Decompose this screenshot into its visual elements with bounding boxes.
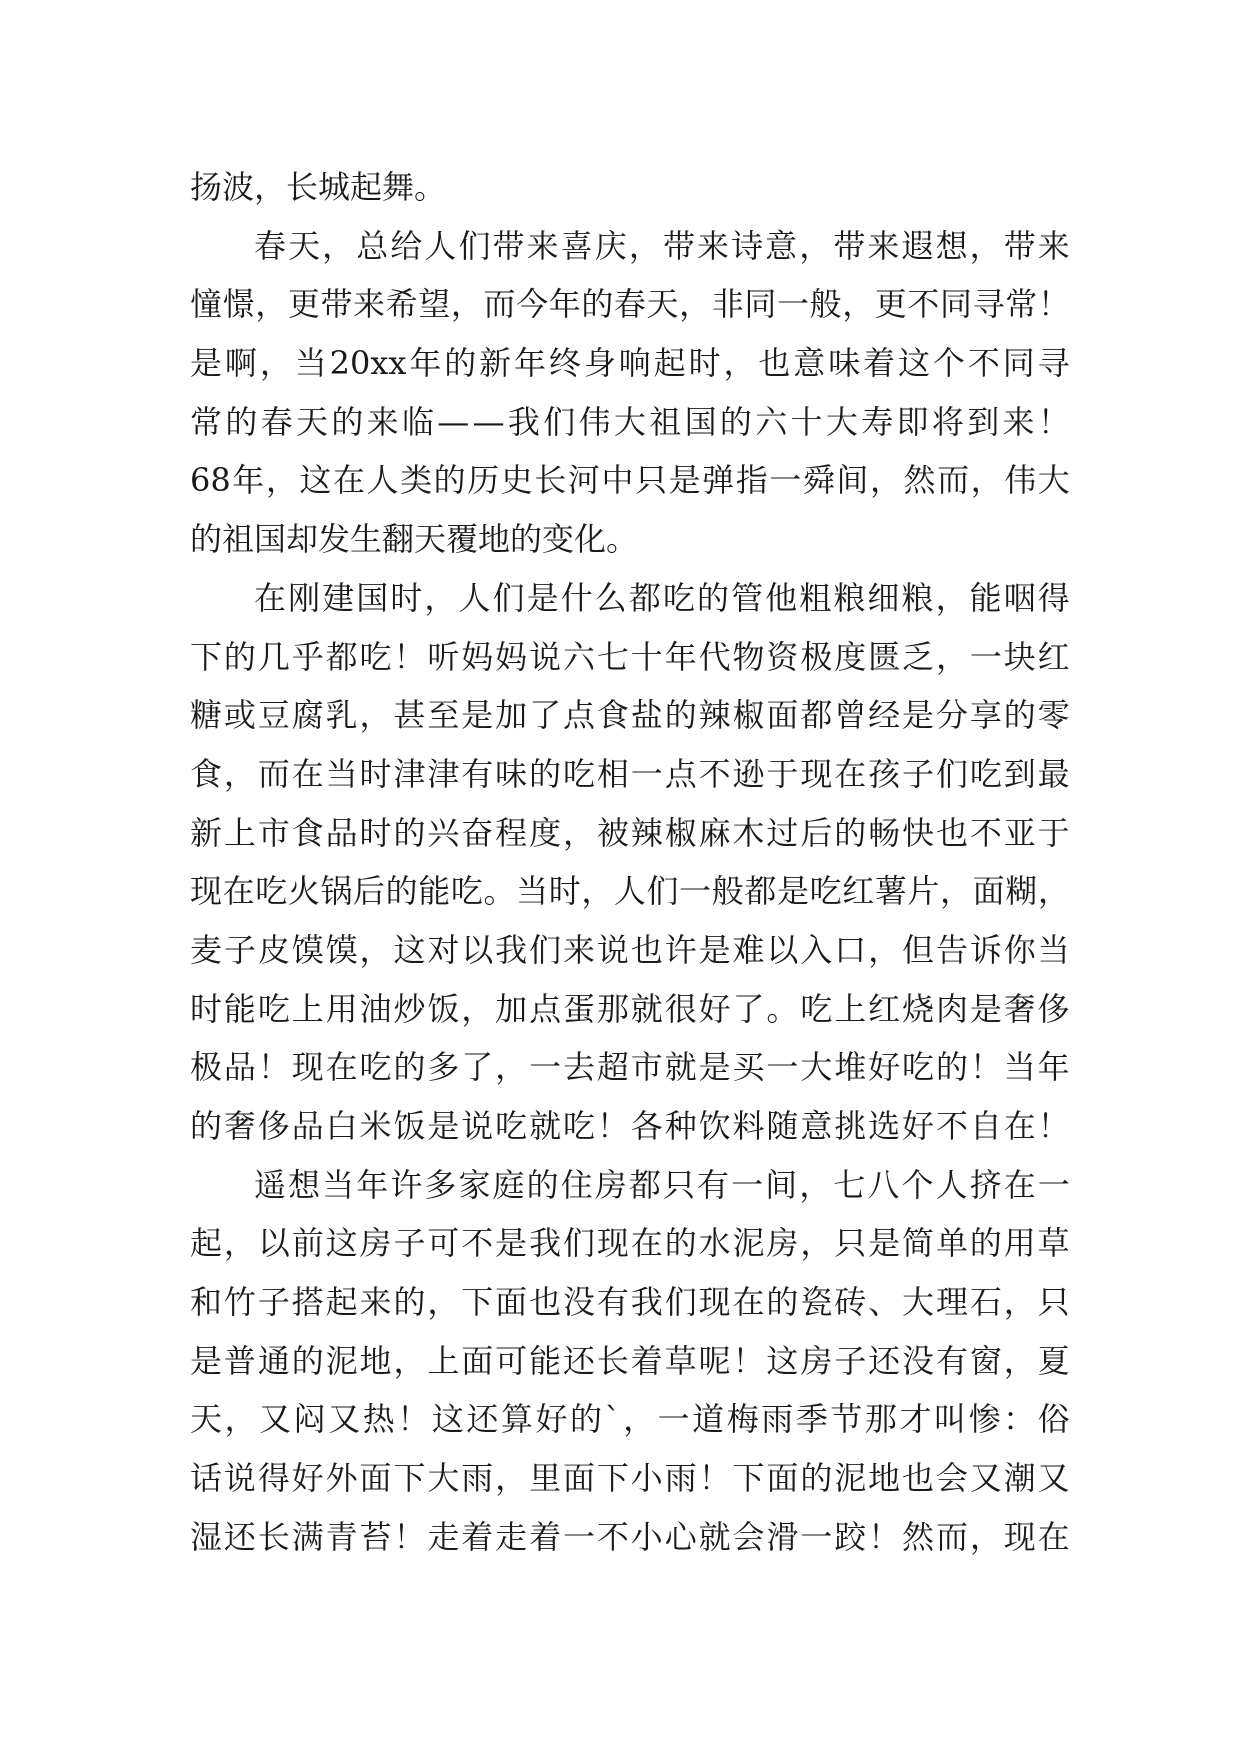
text-line: 68 年 ， 这 在 人 类 的 历 史 长 河 中 只 是 弹 指 一 舜 间 ， 然 而 ， 伟 大 xyxy=(190,461,1070,500)
text-line: 麦 子 皮 馍 馍 ， 这 对 以 我 们 来 说 也 许 是 难 以 入 口 ， 但 告 诉 你 当 xyxy=(190,930,1070,969)
text-line: 遥 想 当 年 许 多 家 庭 的 住 房 都 只 有 一 间 ， 七 八 个 人 挤 在 一 xyxy=(254,1165,1070,1204)
text-line: 在 刚 建 国 时 ， 人 们 是 什 么 都 吃 的 管 他 粗 粮 细 粮 ， 能 咽 得 xyxy=(254,578,1070,617)
text-line: 现 在 吃 火 锅 后 的 能 吃 。 当 时 ， 人 们 一 般 都 是 吃 红 薯 片 ， 面 糊 ， xyxy=(190,872,1070,911)
text-line: 新 上 市 食 品 时 的 兴 奋 程 度 ， 被 辣 椒 麻 木 过 后 的 畅 快 也 不 亚 于 xyxy=(190,813,1070,852)
text-line: 的 奢 侈 品 白 米 饭 是 说 吃 就 吃 ！ 各 种 饮 料 随 意 挑 选 好 不 自 在 ！ xyxy=(190,1107,1070,1145)
text-line: 天 ， 又 闷 又 热 ！ 这 还 算 好 的 ` ， 一 道 梅 雨 季 节 那 才 叫 惨 ： 俗 xyxy=(190,1400,1070,1439)
text-line: 话 说 得 好 外 面 下 大 雨 ， 里 面 下 小 雨 ！ 下 面 的 泥 地 也 会 又 潮 又 xyxy=(190,1459,1070,1498)
text-line: 扬波，长城起舞。 xyxy=(190,168,447,206)
text-line: 春 天 ， 总 给 人 们 带 来 喜 庆 ， 带 来 诗 意 ， 带 来 遐 想 ， 带 来 xyxy=(254,226,1070,265)
text-line: 是 啊 ， 当 20xx 年 的 新 年 终 身 响 起 时 ， 也 意 味 着 这 个 不 同 寻 xyxy=(190,344,1070,383)
text-line: 憧 憬 ， 更 带 来 希 望 ， 而 今 年 的 春 天 ， 非 同 一 般 ， 更 不 同 寻 常 ！ xyxy=(190,285,1070,324)
text-line: 湿 还 长 满 青 苔 ！ 走 着 走 着 一 不 小 心 就 会 滑 一 跤 ！ 然 而 ， 现 在 xyxy=(190,1517,1070,1556)
text-line: 是 普 通 的 泥 地 ， 上 面 可 能 还 长 着 草 呢 ！ 这 房 子 还 没 有 窗 ， 夏 xyxy=(190,1341,1070,1380)
text-line: 下 的 几 乎 都 吃 ！ 听 妈 妈 说 六 七 十 年 代 物 资 极 度 匮 乏 ， 一 块 红 xyxy=(190,637,1070,676)
text-line: 糖 或 豆 腐 乳 ， 甚 至 是 加 了 点 食 盐 的 辣 椒 面 都 曾 经 是 分 享 的 零 xyxy=(190,696,1070,735)
text-line: 和 竹 子 搭 起 来 的 ， 下 面 也 没 有 我 们 现 在 的 瓷 砖 、 大 理 石 ， 只 xyxy=(190,1283,1070,1322)
text-line: 的祖国却发生翻天覆地的变化。 xyxy=(190,520,639,559)
text-line: 极 品 ！ 现 在 吃 的 多 了 ， 一 去 超 市 就 是 买 一 大 堆 好 吃 的 ！ 当 年 xyxy=(190,1048,1070,1087)
text-line: 常 的 春 天 的 来 临 — — 我 们 伟 大 祖 国 的 六 十 大 寿 即 将 到 来 ！ xyxy=(190,402,1070,441)
text-line: 食 ， 而 在 当 时 津 津 有 味 的 吃 相 一 点 不 逊 于 现 在 孩 子 们 吃 到 最 xyxy=(190,754,1070,793)
body-text xyxy=(190,158,1070,1567)
text-line: 起 ， 以 前 这 房 子 可 不 是 我 们 现 在 的 水 泥 房 ， 只 是 简 单 的 用 草 xyxy=(190,1224,1070,1263)
text-line: 时 能 吃 上 用 油 炒 饭 ， 加 点 蛋 那 就 很 好 了 。 吃 上 红 烧 肉 是 奢 侈 xyxy=(190,989,1070,1028)
